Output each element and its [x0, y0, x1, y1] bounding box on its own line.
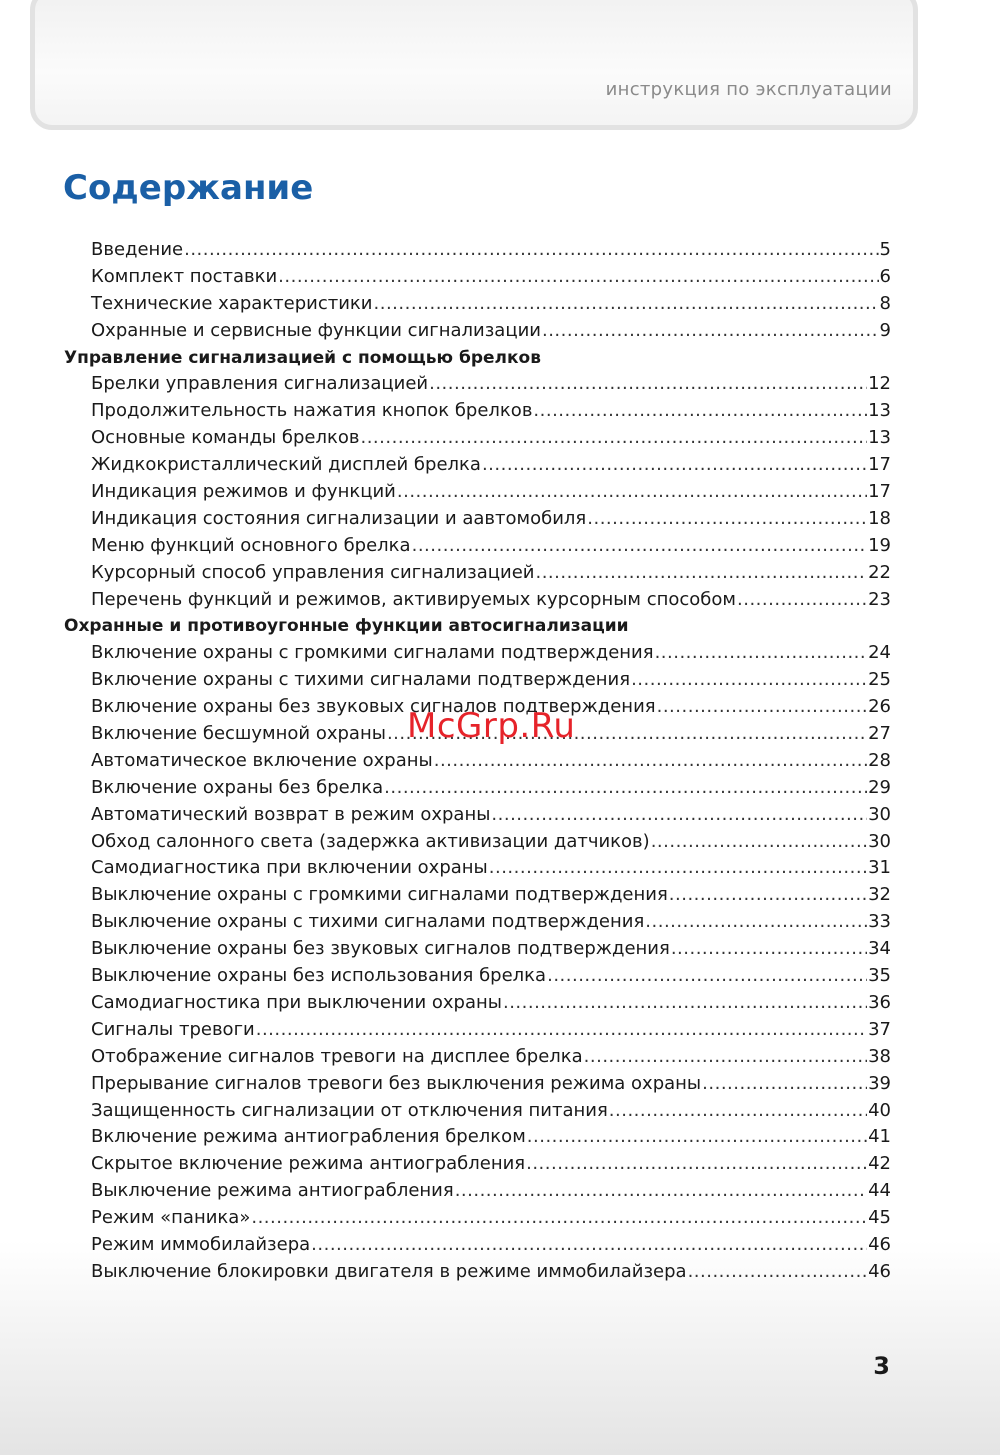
dot-leader [542, 318, 879, 345]
dot-leader [482, 452, 867, 479]
toc-page-number: 40 [868, 1099, 891, 1121]
toc-page-number: 37 [868, 1018, 891, 1040]
dot-leader [251, 1205, 867, 1232]
dot-leader [688, 1259, 868, 1286]
dot-leader [631, 667, 867, 694]
toc-entry-title: Выключение блокировки двигателя в режиме иммобилайзера [91, 1260, 687, 1282]
dot-leader [655, 640, 868, 667]
toc-page-number: 9 [879, 319, 891, 341]
toc-page-number: 33 [868, 911, 891, 933]
toc-entry-title: Охранные и противоугонные функции автосигнализации [64, 616, 629, 637]
toc-entry-title: Включение охраны с тихими сигналами подтверждения [91, 669, 631, 691]
dot-leader [429, 371, 867, 398]
toc-entry[interactable] [64, 452, 891, 479]
page-number: 3 [873, 1352, 890, 1380]
toc-page-number: 6 [879, 265, 891, 287]
toc-page-number: 29 [868, 776, 891, 798]
dot-leader [645, 909, 867, 936]
toc-entry-title: Обход салонного света (задержка активизации датчиков) [91, 830, 650, 852]
dot-leader [434, 748, 867, 775]
toc-page-number: 19 [868, 534, 891, 556]
toc-entry[interactable] [64, 667, 891, 694]
toc-entry-title: Введение [91, 239, 184, 260]
toc-page-number: 17 [868, 481, 891, 503]
dot-leader [527, 1124, 867, 1151]
toc-page-number: 8 [879, 292, 891, 314]
toc-page-number: 26 [868, 696, 891, 718]
toc-entry-title: Индикация состояния сигнализации и аавтомобиля [91, 507, 587, 529]
toc-entry[interactable] [64, 371, 891, 398]
dot-leader [503, 990, 867, 1017]
header-band [30, 0, 918, 130]
toc-section-heading [64, 345, 891, 372]
dot-leader [702, 1071, 867, 1098]
toc-entry[interactable] [64, 318, 891, 345]
toc-page-number: 28 [868, 749, 891, 771]
toc-page-number: 39 [868, 1072, 891, 1094]
toc-page-number: 18 [868, 507, 891, 529]
dot-leader [397, 479, 867, 506]
toc-entry-title: Комплект поставки [91, 265, 278, 287]
toc-entry-title: Основные команды брелков [91, 427, 360, 449]
toc-entry-title: Включение режима антиограбления брелком [91, 1126, 526, 1148]
dot-leader [256, 1017, 867, 1044]
toc-entry-title: Скрытое включение режима антиограбления [91, 1153, 526, 1175]
toc-page-number: 17 [868, 454, 891, 476]
dot-leader [547, 963, 867, 990]
toc-page-number: 13 [868, 400, 891, 422]
toc-entry[interactable] [64, 479, 891, 506]
toc-page-number: 42 [868, 1153, 891, 1175]
toc-entry[interactable] [64, 1017, 891, 1044]
toc-entry[interactable] [64, 775, 891, 802]
page-title: Содержание [63, 168, 314, 208]
toc-page-number: 36 [868, 991, 891, 1013]
toc-entry[interactable] [64, 1205, 891, 1232]
toc-entry[interactable] [64, 533, 891, 560]
toc-entry-title: Автоматический возврат в режим охраны [91, 803, 491, 825]
toc-entry-title: Самодиагностика при включении охраны [91, 857, 488, 879]
dot-leader [491, 802, 867, 829]
dot-leader [184, 237, 878, 264]
dot-leader [587, 506, 867, 533]
toc-entry-title: Включение охраны без звуковых сигналов подтверждения [91, 696, 656, 718]
dot-leader [360, 425, 867, 452]
toc-entry-title: Меню функций основного брелка [91, 534, 411, 556]
toc-entry-title: Выключение охраны без звуковых сигналов подтверждения [91, 938, 670, 960]
dot-leader [412, 533, 868, 560]
toc-page-number: 41 [868, 1126, 891, 1148]
toc-entry[interactable] [64, 748, 891, 775]
toc-entry[interactable] [64, 425, 891, 452]
dot-leader [671, 936, 867, 963]
toc-entry-title: Включение бесшумной охраны [91, 723, 386, 745]
toc-page-number: 32 [868, 884, 891, 906]
toc-entry[interactable] [64, 936, 891, 963]
toc-entry-title: Выключение охраны с громкими сигналами подтверждения [91, 884, 668, 906]
toc-entry-title: Защищенность сигнализации от отключения питания [91, 1099, 608, 1121]
toc-page-number: 25 [868, 669, 891, 691]
dot-leader [384, 775, 867, 802]
dot-leader [489, 855, 867, 882]
toc-entry[interactable] [64, 506, 891, 533]
toc-entry-title: Охранные и сервисные функции сигнализации [91, 319, 541, 341]
toc-entry[interactable] [64, 587, 891, 614]
dot-leader [737, 587, 867, 614]
toc-entry[interactable] [64, 855, 891, 882]
toc-entry-title: Перечень функций и режимов, активируемых курсорным способом [91, 588, 737, 610]
toc-entry[interactable] [64, 1098, 891, 1125]
toc-page-number: 30 [868, 803, 891, 825]
watermark: McGrp.Ru [407, 706, 576, 746]
dot-leader [651, 829, 867, 856]
toc-entry-title: Брелки управления сигнализацией [91, 373, 429, 395]
toc-entry-title: Самодиагностика при выключении охраны [91, 991, 502, 1013]
toc-page-number: 34 [868, 938, 891, 960]
toc-entry-title: Продолжительность нажатия кнопок брелков [91, 400, 533, 422]
toc-entry[interactable] [64, 560, 891, 587]
toc-entry-title: Автоматическое включение охраны [91, 749, 433, 771]
toc-entry-title: Курсорный способ управления сигнализацией [91, 561, 535, 583]
toc-entry-title: Управление сигнализацией с помощью брелков [64, 347, 541, 368]
toc-entry[interactable] [64, 963, 891, 990]
toc-entry-title: Жидкокристаллический дисплей брелка [91, 454, 481, 476]
dot-leader [535, 560, 867, 587]
toc-page-number: 45 [868, 1207, 891, 1229]
toc-entry[interactable] [64, 1071, 891, 1098]
toc-entry[interactable] [64, 990, 891, 1017]
toc-page-number: 46 [868, 1260, 891, 1282]
toc-entry-title: Режим иммобилайзера [91, 1233, 311, 1255]
toc-entry-title: Отображение сигналов тревоги на дисплее брелка [91, 1045, 583, 1067]
toc-entry[interactable] [64, 1124, 891, 1151]
toc-entry-title: Сигналы тревоги [91, 1018, 255, 1040]
toc-entry[interactable] [64, 802, 891, 829]
toc-entry-title: Прерывание сигналов тревоги без выключения режима охраны [91, 1072, 702, 1094]
toc-entry-title: Выключение режима антиограбления [91, 1180, 454, 1202]
toc-entry[interactable] [64, 291, 891, 318]
toc-entry[interactable] [64, 882, 891, 909]
toc-entry[interactable] [64, 398, 891, 425]
toc-entry[interactable] [64, 829, 891, 856]
toc-entry-title: Технические характеристики [91, 292, 373, 314]
dot-leader [455, 1178, 867, 1205]
dot-leader [311, 1232, 867, 1259]
toc-page-number: 31 [868, 857, 891, 879]
toc-page-number: 46 [868, 1233, 891, 1255]
toc-entry-title: Включение охраны с громкими сигналами подтверждения [91, 642, 654, 664]
toc-page-number: 24 [868, 642, 891, 664]
toc-entry-title: Включение охраны без брелка [91, 776, 384, 798]
toc-entry-title: Индикация режимов и функций [91, 481, 396, 503]
dot-leader [657, 694, 867, 721]
toc-page-number: 12 [868, 373, 891, 395]
toc-entry[interactable] [64, 1151, 891, 1178]
toc-entry[interactable] [64, 1178, 891, 1205]
toc-page-number: 22 [868, 561, 891, 583]
toc-entry[interactable] [64, 1259, 891, 1286]
toc-page-number: 30 [868, 830, 891, 852]
dot-leader [609, 1098, 867, 1125]
toc-entry[interactable] [64, 237, 891, 264]
toc-page-number: 23 [868, 588, 891, 610]
dot-leader [374, 291, 879, 318]
toc-section-heading [64, 613, 891, 640]
toc-page-number: 44 [868, 1180, 891, 1202]
table-of-contents [64, 237, 891, 1286]
toc-entry-title: Выключение охраны с тихими сигналами подтверждения [91, 911, 645, 933]
dot-leader [278, 264, 878, 291]
toc-entry[interactable] [64, 1044, 891, 1071]
toc-entry[interactable] [64, 909, 891, 936]
dot-leader [533, 398, 867, 425]
toc-page-number: 13 [868, 427, 891, 449]
toc-entry-title: Выключение охраны без использования брелка [91, 965, 547, 987]
toc-page-number: 35 [868, 965, 891, 987]
dot-leader [526, 1151, 867, 1178]
header-label: инструкция по эксплуатации [605, 79, 892, 100]
toc-entry[interactable] [64, 264, 891, 291]
toc-page-number: 5 [879, 239, 891, 260]
toc-entry[interactable] [64, 640, 891, 667]
dot-leader [584, 1044, 867, 1071]
toc-entry-title: Режим «паника» [91, 1207, 251, 1229]
toc-page-number: 27 [868, 723, 891, 745]
toc-page-number: 38 [868, 1045, 891, 1067]
dot-leader [669, 882, 867, 909]
toc-entry[interactable] [64, 1232, 891, 1259]
